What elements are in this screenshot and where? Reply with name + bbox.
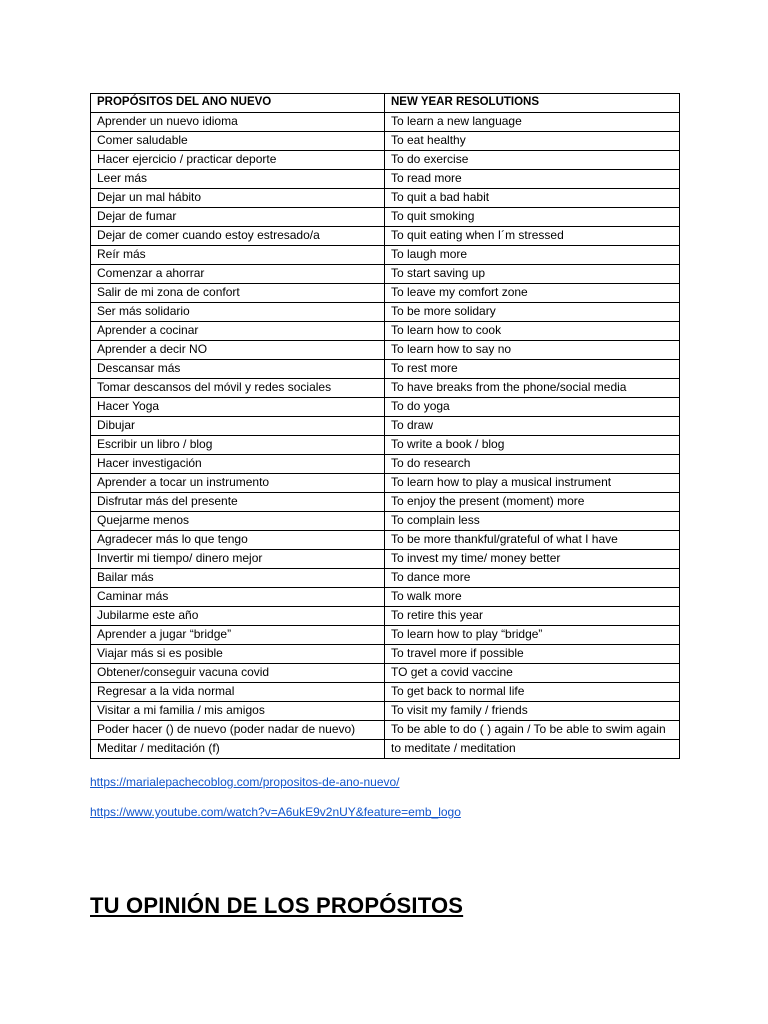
cell-spanish: Tomar descansos del móvil y redes sociales xyxy=(91,379,385,398)
cell-spanish: Hacer Yoga xyxy=(91,398,385,417)
table-row xyxy=(91,721,680,740)
cell-english: To dance more xyxy=(385,569,680,588)
cell-english: To quit a bad habit xyxy=(385,189,680,208)
table-row xyxy=(91,284,680,303)
cell-spanish: Hacer ejercicio / practicar deporte xyxy=(91,151,385,170)
cell-english: To walk more xyxy=(385,588,680,607)
table-row xyxy=(91,455,680,474)
table-row xyxy=(91,436,680,455)
table-row xyxy=(91,113,680,132)
cell-english: To be more solidary xyxy=(385,303,680,322)
cell-english: To have breaks from the phone/social media xyxy=(385,379,680,398)
cell-spanish: Agradecer más lo que tengo xyxy=(91,531,385,550)
table-row xyxy=(91,683,680,702)
cell-english: To do research xyxy=(385,455,680,474)
header-english: NEW YEAR RESOLUTIONS xyxy=(385,94,680,113)
table-row xyxy=(91,189,680,208)
cell-spanish: Regresar a la vida normal xyxy=(91,683,385,702)
table-row xyxy=(91,493,680,512)
cell-english: To be able to do ( ) again / To be able to swim again xyxy=(385,721,680,740)
cell-english: To get back to normal life xyxy=(385,683,680,702)
blog-link[interactable]: https://marialepachecoblog.com/propositos-de-ano-nuevo/ xyxy=(90,775,400,789)
youtube-link[interactable]: https://www.youtube.com/watch?v=A6ukE9v2nUY&feature=emb_logo xyxy=(90,805,461,819)
cell-english: to meditate / meditation xyxy=(385,740,680,759)
cell-spanish: Hacer investigación xyxy=(91,455,385,474)
cell-english: To start saving up xyxy=(385,265,680,284)
cell-english: To quit smoking xyxy=(385,208,680,227)
cell-spanish: Dejar de comer cuando estoy estresado/a xyxy=(91,227,385,246)
header-spanish: PROPÓSITOS DEL ANO NUEVO xyxy=(91,94,385,113)
cell-english: To enjoy the present (moment) more xyxy=(385,493,680,512)
cell-spanish: Visitar a mi familia / mis amigos xyxy=(91,702,385,721)
cell-spanish: Invertir mi tiempo/ dinero mejor xyxy=(91,550,385,569)
cell-spanish: Ser más solidario xyxy=(91,303,385,322)
table-row xyxy=(91,208,680,227)
cell-english: To write a book / blog xyxy=(385,436,680,455)
table-row xyxy=(91,607,680,626)
cell-spanish: Leer más xyxy=(91,170,385,189)
cell-spanish: Salir de mi zona de confort xyxy=(91,284,385,303)
cell-english: To laugh more xyxy=(385,246,680,265)
cell-spanish: Meditar / meditación (f) xyxy=(91,740,385,759)
cell-english: To draw xyxy=(385,417,680,436)
cell-english: To leave my comfort zone xyxy=(385,284,680,303)
cell-spanish: Disfrutar más del presente xyxy=(91,493,385,512)
cell-spanish: Poder hacer () de nuevo (poder nadar de nuevo) xyxy=(91,721,385,740)
cell-spanish: Aprender a jugar “bridge” xyxy=(91,626,385,645)
cell-spanish: Escribir un libro / blog xyxy=(91,436,385,455)
cell-spanish: Aprender a decir NO xyxy=(91,341,385,360)
table-row xyxy=(91,702,680,721)
table-row xyxy=(91,474,680,493)
cell-english: To learn how to cook xyxy=(385,322,680,341)
table-row xyxy=(91,227,680,246)
table-row xyxy=(91,398,680,417)
cell-spanish: Caminar más xyxy=(91,588,385,607)
cell-spanish: Comer saludable xyxy=(91,132,385,151)
table-row xyxy=(91,531,680,550)
table-row xyxy=(91,626,680,645)
cell-spanish: Bailar más xyxy=(91,569,385,588)
table-row xyxy=(91,132,680,151)
table-row xyxy=(91,341,680,360)
cell-spanish: Obtener/conseguir vacuna covid xyxy=(91,664,385,683)
cell-english: To read more xyxy=(385,170,680,189)
opinion-heading: TU OPINIÓN DE LOS PROPÓSITOS xyxy=(90,893,464,918)
table-row xyxy=(91,246,680,265)
table-row xyxy=(91,360,680,379)
cell-spanish: Aprender a tocar un instrumento xyxy=(91,474,385,493)
cell-spanish: Comenzar a ahorrar xyxy=(91,265,385,284)
cell-spanish: Reír más xyxy=(91,246,385,265)
cell-spanish: Jubilarme este año xyxy=(91,607,385,626)
table-row xyxy=(91,379,680,398)
cell-english: To travel more if possible xyxy=(385,645,680,664)
table-row xyxy=(91,170,680,189)
table-row xyxy=(91,512,680,531)
table-row xyxy=(91,569,680,588)
cell-english: TO get a covid vaccine xyxy=(385,664,680,683)
table-row xyxy=(91,417,680,436)
table-row xyxy=(91,265,680,284)
cell-english: To visit my family / friends xyxy=(385,702,680,721)
table-row xyxy=(91,303,680,322)
cell-english: To complain less xyxy=(385,512,680,531)
cell-spanish: Aprender un nuevo idioma xyxy=(91,113,385,132)
cell-english: To be more thankful/grateful of what I have xyxy=(385,531,680,550)
table-body xyxy=(91,113,680,759)
resolutions-table xyxy=(90,93,680,759)
cell-english: To learn a new language xyxy=(385,113,680,132)
cell-english: To invest my time/ money better xyxy=(385,550,680,569)
table-row xyxy=(91,588,680,607)
cell-english: To learn how to say no xyxy=(385,341,680,360)
cell-english: To quit eating when I´m stressed xyxy=(385,227,680,246)
cell-english: To retire this year xyxy=(385,607,680,626)
cell-spanish: Dibujar xyxy=(91,417,385,436)
cell-spanish: Aprender a cocinar xyxy=(91,322,385,341)
table-row xyxy=(91,151,680,170)
table-row xyxy=(91,550,680,569)
cell-english: To eat healthy xyxy=(385,132,680,151)
table-row xyxy=(91,645,680,664)
cell-spanish: Descansar más xyxy=(91,360,385,379)
cell-spanish: Viajar más si es posible xyxy=(91,645,385,664)
table-header-row xyxy=(91,94,680,113)
cell-spanish: Dejar un mal hábito xyxy=(91,189,385,208)
cell-spanish: Quejarme menos xyxy=(91,512,385,531)
cell-english: To learn how to play “bridge” xyxy=(385,626,680,645)
cell-english: To do yoga xyxy=(385,398,680,417)
cell-english: To learn how to play a musical instrument xyxy=(385,474,680,493)
table-row xyxy=(91,322,680,341)
table-row xyxy=(91,664,680,683)
table-row xyxy=(91,740,680,759)
cell-english: To rest more xyxy=(385,360,680,379)
cell-english: To do exercise xyxy=(385,151,680,170)
cell-spanish: Dejar de fumar xyxy=(91,208,385,227)
